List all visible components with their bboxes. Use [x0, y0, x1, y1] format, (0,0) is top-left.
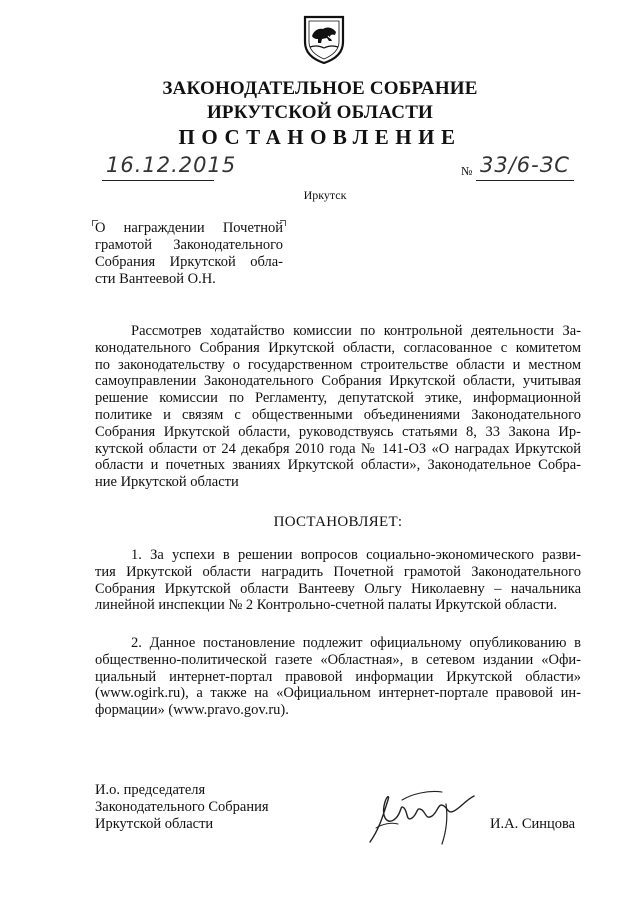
paragraph-line: конодательного Собрания Иркутской области, согласованное с комитетом	[95, 339, 581, 356]
paragraph-line: 2. Данное постановление подлежит официальному опубликованию в	[131, 635, 581, 651]
signer-title-line: Иркутской области	[95, 816, 214, 832]
number-underline	[476, 180, 574, 181]
document-number: 33/6-ЗС	[480, 153, 570, 177]
paragraph-line: формации» (www.pravo.gov.ru).	[95, 702, 289, 719]
resolution-item-2	[95, 635, 581, 719]
signer-name: И.А. Синцова	[490, 816, 576, 832]
subject-line: О награждении Почетной	[95, 220, 283, 236]
paragraph-line: политике и связям с общественными объединениями Законодательного	[95, 406, 581, 423]
paragraph-line: 1. За успехи в решении вопросов социально-экономического разви-	[131, 547, 581, 563]
signer-title-line: И.о. председателя	[95, 782, 206, 798]
paragraph-line: по законодательству о государственном строительстве области и местном	[95, 356, 581, 373]
paragraph-line: циальный интернет-портал правовой информации Иркутской области»	[95, 668, 581, 685]
city-name: Иркутск	[303, 188, 347, 202]
paragraph-line: линейной инспекции № 2 Контрольно-счетной палаты Иркутской области.	[95, 597, 557, 614]
organization-name-line1: ЗАКОНОДАТЕЛЬНОЕ СОБРАНИЕ	[162, 78, 478, 99]
date-underline	[102, 180, 214, 181]
subject-line: Собрания Иркутской обла-	[95, 254, 283, 270]
paragraph-line: Собрания Иркутской области Вантееву Ольгу Николаевну – начальника	[95, 580, 581, 597]
organization-name-line2: ИРКУТСКОЙ ОБЛАСТИ	[206, 102, 434, 123]
handwritten-signature	[362, 778, 480, 850]
resolution-item-1	[95, 547, 581, 614]
paragraph-line: Собрания Иркутской области, руководствуясь статьями 8, 33 Закона Ир-	[95, 423, 581, 440]
signer-title-line: Законодательного Собрания	[95, 799, 269, 815]
signer-title	[95, 782, 269, 833]
paragraph-line: (www.ogirk.ru), а также на «Официальном интернет-портале правовой ин-	[95, 685, 581, 702]
subject-line: грамотой Законодательного	[95, 237, 283, 253]
document-type: ПОСТАНОВЛЕНИЕ	[178, 125, 462, 149]
number-sign: №	[461, 164, 473, 178]
paragraph-line: Рассмотрев ходатайство комиссии по контрольной деятельности За-	[131, 323, 581, 339]
paragraph-line: кутской области от 24 декабря 2010 года № 141-ОЗ «О наградах Иркутской	[95, 440, 581, 457]
paragraph-line: области и почетных званиях Иркутской области», Законодательное Собра-	[95, 457, 581, 474]
paragraph-line: общественно-политической газете «Областная», в сетевом издании «Офи-	[95, 651, 581, 668]
paragraph-line: ние Иркутской области	[95, 474, 239, 491]
coat-of-arms-icon	[302, 14, 346, 64]
subject-line: сти Вантеевой О.Н.	[95, 271, 216, 287]
preamble-paragraph	[95, 323, 581, 491]
document-date: 16.12.2015	[106, 153, 237, 177]
paragraph-line: решение комиссии по Регламенту, депутатской этике, информационной	[95, 390, 581, 407]
resolves-heading: ПОСТАНОВЛЯЕТ:	[273, 514, 403, 530]
document-subject	[95, 220, 283, 288]
paragraph-line: самоуправлении Законодательного Собрания Иркутской области, учитывая	[95, 373, 581, 390]
paragraph-line: тия Иркутской области наградить Почетной грамотой Законодательного	[95, 563, 581, 580]
